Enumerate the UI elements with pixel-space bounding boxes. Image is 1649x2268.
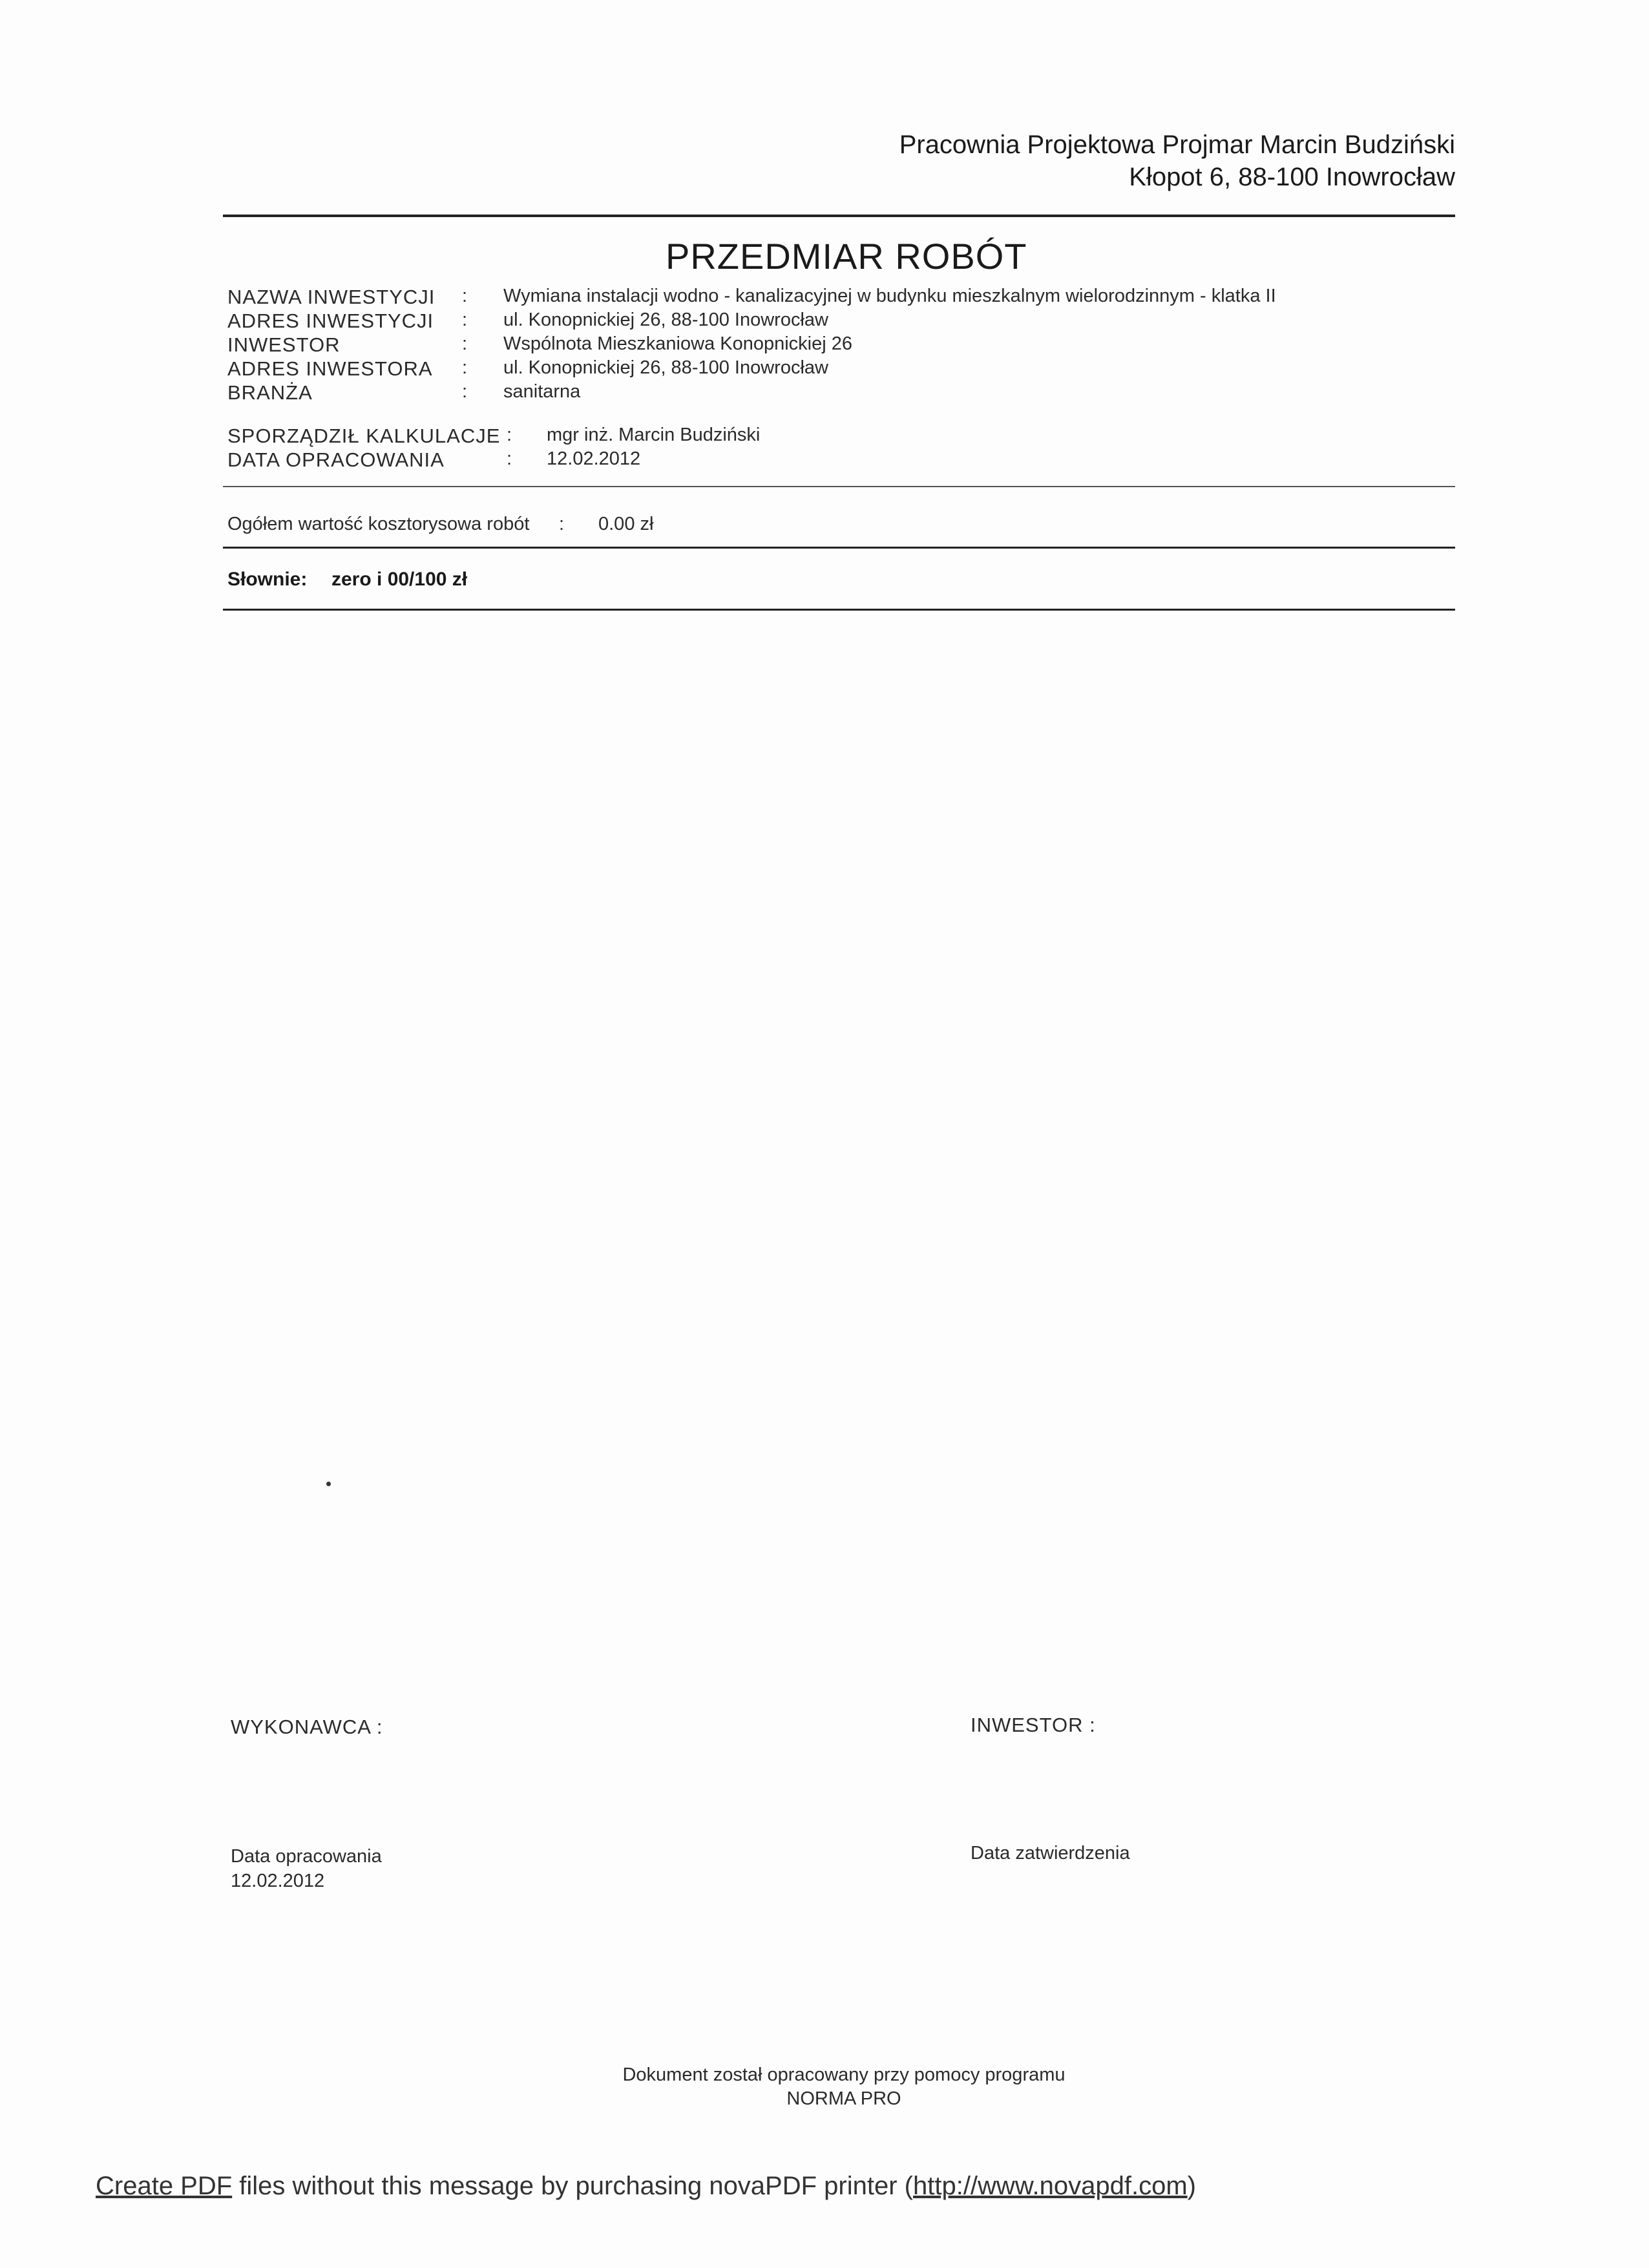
field-label-investor-address: ADRES INWESTORA [227,357,433,380]
total-sep: : [559,514,565,534]
pdf-footer-end: ) [1187,2172,1196,2200]
divider [223,609,1455,611]
prepared-by-label: SPORZĄDZIŁ KALKULACJE [227,425,501,447]
contractor-label: WYKONAWCA : [231,1716,383,1738]
field-sep: : [507,425,512,445]
words-value: zero i 00/100 zł [331,569,468,590]
field-sep: : [507,448,512,469]
program-note-line1: Dokument został opracowany przy pomocy programu [622,2064,1066,2085]
field-value-investor-address: ul. Konopnickiej 26, 88-100 Inowrocław [503,357,828,378]
novapdf-link[interactable]: http://www.novapdf.com [912,2172,1188,2200]
pdf-footer-text: files without this message by purchasing novaPDF printer ( [232,2172,913,2200]
prep-date-label: DATA OPRACOWANIA [227,448,445,471]
program-note-line2: NORMA PRO [786,2088,901,2109]
field-label-investor: INWESTOR [227,333,341,356]
scan-speck [326,1482,331,1486]
words-label: Słownie: [227,569,308,590]
pdf-footer [96,2172,1196,2201]
field-label-branch: BRANŻA [227,381,313,404]
field-value-investment-name: Wymiana instalacji wodno - kanalizacyjnej w budynku mieszkalnym wielorodzinnym - klatka II [503,286,1276,306]
total-value: 0.00 zł [598,514,654,534]
prep-date-value: 12.02.2012 [547,448,641,469]
field-value-investment-address: ul. Konopnickiej 26, 88-100 Inowrocław [503,310,828,330]
field-sep: : [462,333,468,354]
total-label: Ogółem wartość kosztorysowa robót [227,514,530,534]
field-sep: : [462,381,468,402]
company-address: Kłopot 6, 88-100 Inowrocław [1129,163,1455,191]
field-label-investment-name: NAZWA INWESTYCJI [227,286,436,308]
investor-label: INWESTOR : [971,1714,1096,1736]
create-pdf-link[interactable]: Create PDF [96,2172,233,2200]
field-value-branch: sanitarna [503,381,581,402]
field-sep: : [462,286,468,306]
document-title: PRZEDMIAR ROBÓT [666,236,1027,277]
header-divider [223,215,1455,217]
company-name: Pracownia Projektowa Projmar Marcin Budziński [899,131,1455,159]
divider [223,486,1455,487]
field-label-investment-address: ADRES INWESTYCJI [227,310,434,332]
prepared-by-value: mgr inż. Marcin Budziński [547,425,761,445]
prep-date-sign-label: Data opracowania [231,1846,382,1867]
divider [223,547,1455,549]
field-sep: : [462,357,468,378]
field-sep: : [462,310,468,330]
prep-date-sign-value: 12.02.2012 [231,1871,325,1891]
approval-date-label: Data zatwierdzenia [971,1843,1130,1864]
field-value-investor: Wspólnota Mieszkaniowa Konopnickiej 26 [503,333,853,354]
